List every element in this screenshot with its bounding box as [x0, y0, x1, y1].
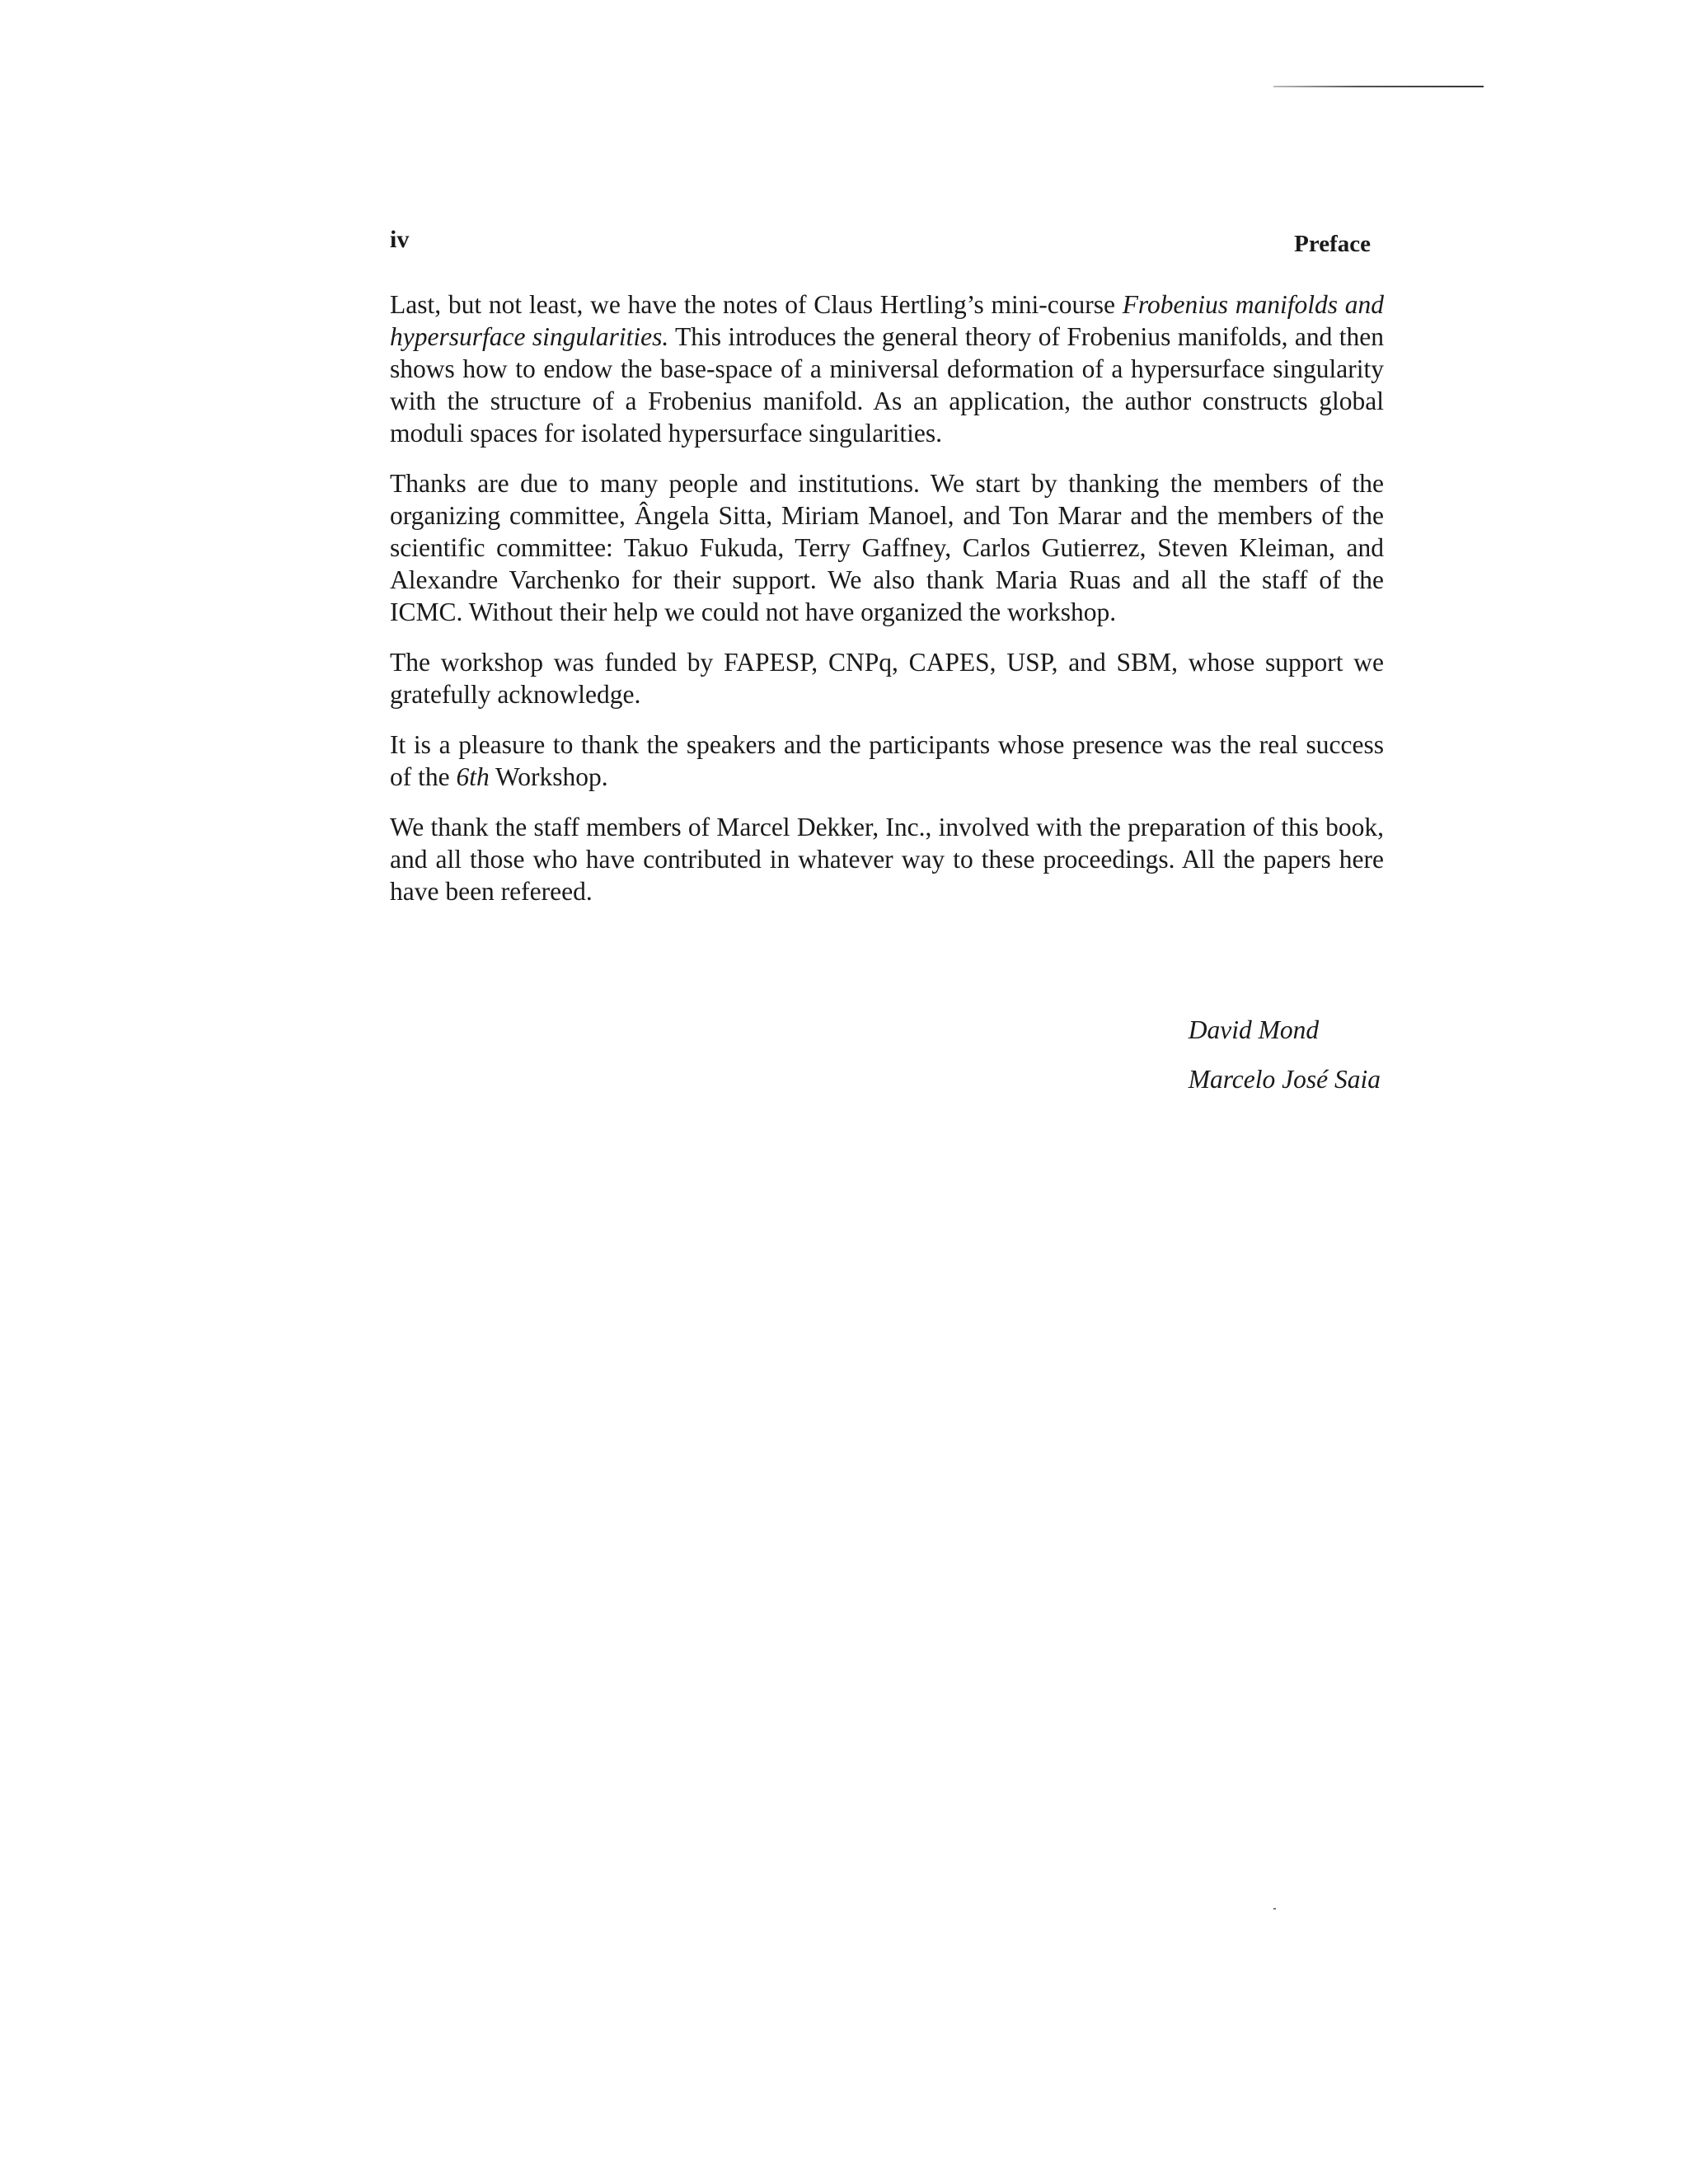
course-title: Frobenius manifolds and hypersurface singularities.: [390, 290, 1384, 351]
scan-speck: [1273, 1908, 1276, 1910]
preface-body: [390, 288, 1384, 907]
paragraph-4-intro: It is a pleasure to thank the speakers and the participants whose presence was the real success of the: [390, 730, 1384, 791]
paragraph-1-intro: Last, but not least, we have the notes of Claus Hertling’s mini-course: [390, 290, 1123, 319]
page-number: iv: [390, 226, 410, 253]
top-rule: [1273, 86, 1484, 87]
paragraph-5: We thank the staff members of Marcel Dekker, Inc., involved with the preparation of this book, and all those who have contributed in whatever way to these proceedings. All the papers here have been refereed.: [390, 813, 1384, 906]
paragraph-2: Thanks are due to many people and institutions. We start by thanking the members of the organizing committee, Ângela Sitta, Miriam Manoel, and Ton Marar and the members of the scientific committee: Takuo Fukuda, Terry Gaffney, Carlos Gutierrez, Steven Kleiman, and Alexandre Varchenko for their support. We also thank Maria Ruas and all the staff of the ICMC. Without their help we could not have organized the workshop.: [390, 469, 1384, 626]
paragraph-3: The workshop was funded by FAPESP, CNPq, CAPES, USP, and SBM, whose support we gratefully acknowledge.: [390, 648, 1384, 709]
running-head: Preface: [1294, 231, 1371, 257]
signatures: [1189, 1014, 1381, 1113]
workshop-ordinal: 6th: [456, 762, 490, 791]
paragraph-1-rest: This introduces the general theory of Frobenius manifolds, and then shows how to endow the base-space of a miniversal deformation of a hypersurface singularity with the structure of a Frobenius manifold. As an application, the author constructs global moduli spaces for isolated hypersurface singularities.: [390, 322, 1384, 448]
signature-marcelo-jose-saia: Marcelo José Saia: [1188, 1065, 1381, 1094]
signature-david-mond: David Mond: [1188, 1015, 1320, 1044]
paragraph-4-rest: Workshop.: [489, 762, 608, 791]
paragraph-4: [390, 729, 1384, 793]
paragraph-1: [390, 288, 1384, 449]
